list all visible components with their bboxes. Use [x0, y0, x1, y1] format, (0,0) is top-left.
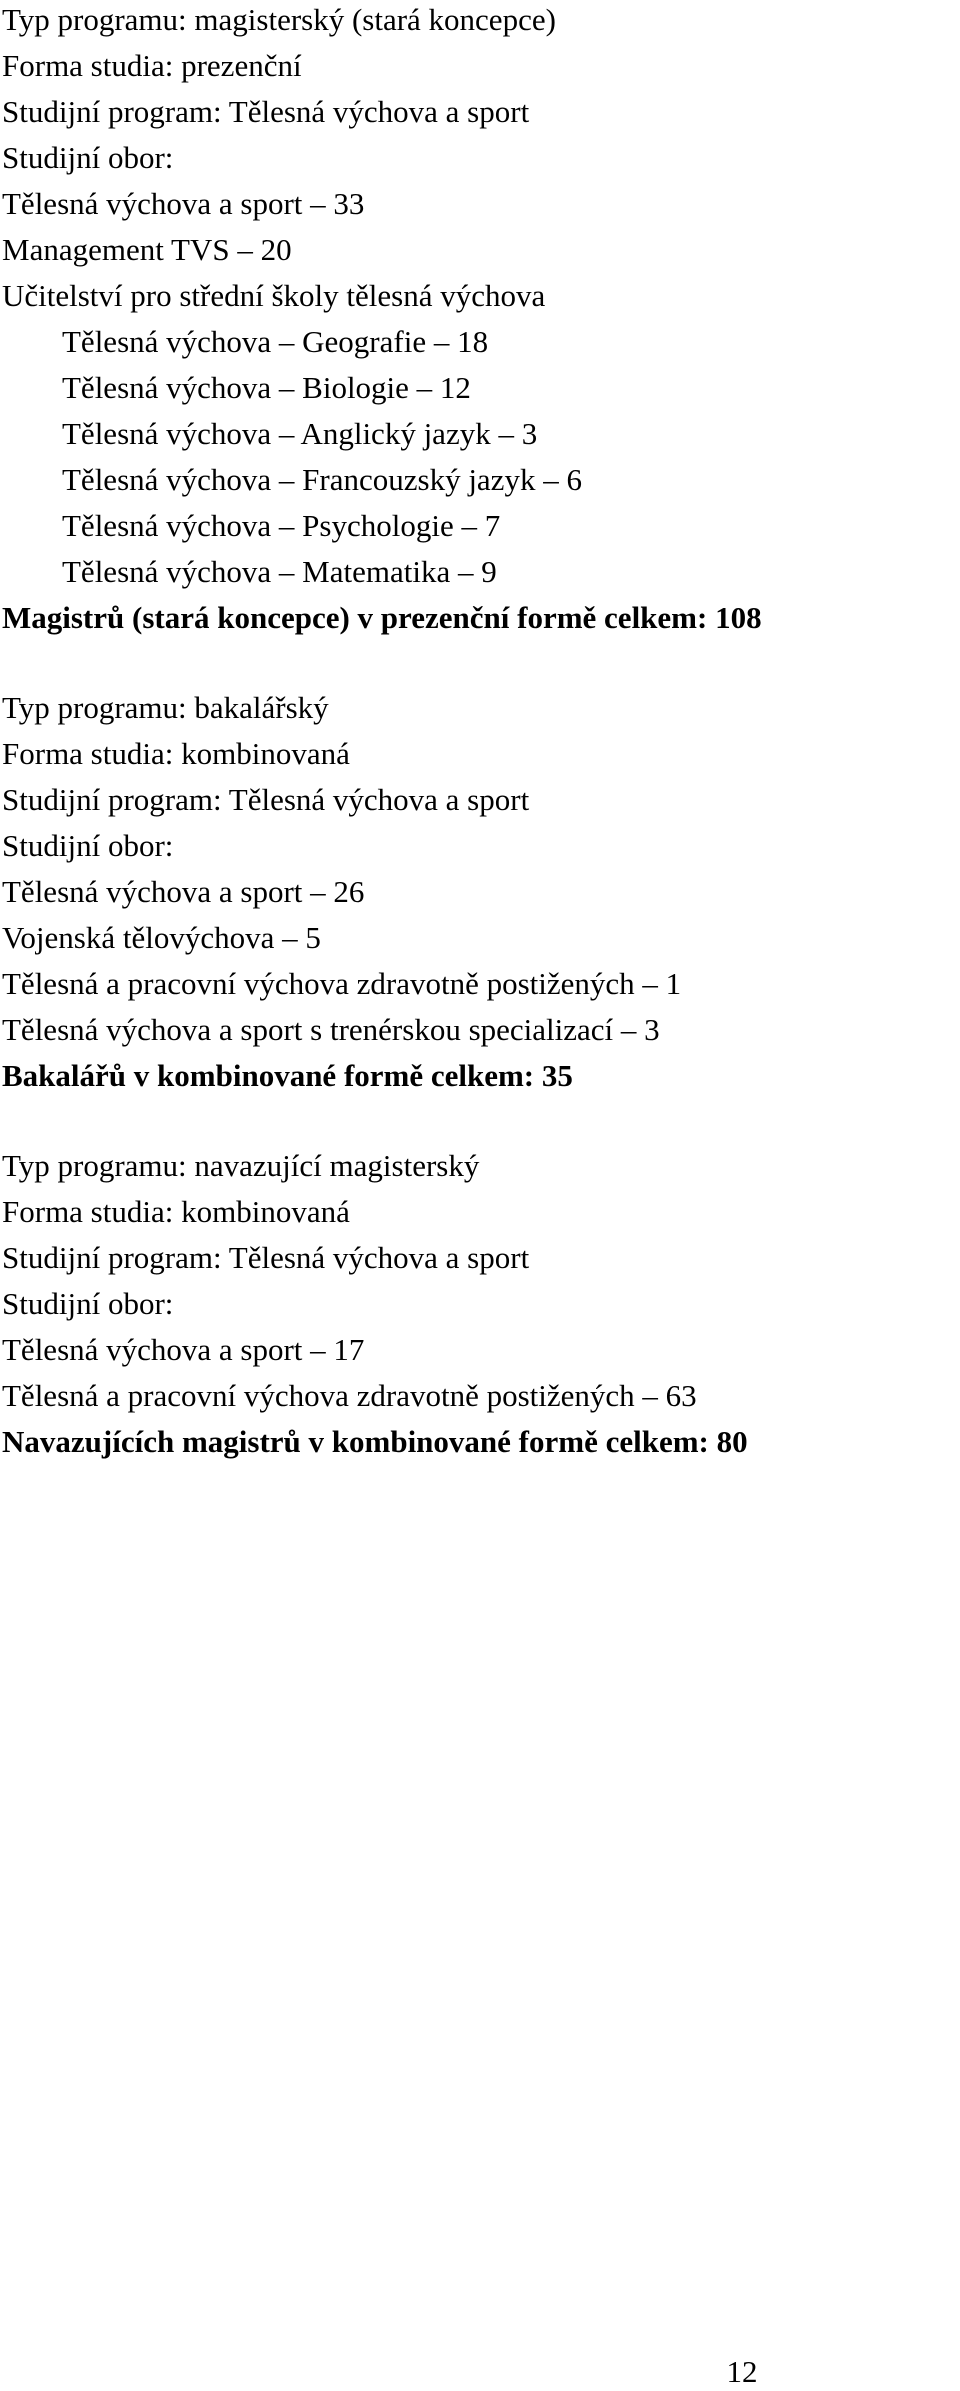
- study-program: Studijní program: Tělesná výchova a sport: [2, 1240, 530, 1275]
- field-label: Studijní obor:: [2, 1286, 174, 1321]
- field-item: Tělesná výchova a sport – 33: [2, 186, 365, 221]
- section-total: Magistrů (stará koncepce) v prezenční formě celkem: 108: [2, 600, 762, 635]
- study-program: Studijní program: Tělesná výchova a sport: [2, 94, 530, 129]
- study-form: Forma studia: prezenční: [2, 48, 302, 83]
- study-form: Forma studia: kombinovaná: [2, 1194, 350, 1229]
- field-item: Tělesná a pracovní výchova zdravotně postižených – 63: [2, 1378, 697, 1413]
- program-type: Typ programu: bakalářský: [2, 690, 329, 725]
- subfield-item: Tělesná výchova – Matematika – 9: [62, 554, 497, 589]
- field-item: Učitelství pro střední školy tělesná výchova: [2, 278, 546, 313]
- subfield-item: Tělesná výchova – Francouzský jazyk – 6: [62, 462, 582, 497]
- subfield-item: Tělesná výchova – Geografie – 18: [62, 324, 489, 359]
- section-total: Navazujících magistrů v kombinované formě celkem: 80: [2, 1424, 748, 1459]
- study-program: Studijní program: Tělesná výchova a sport: [2, 782, 530, 817]
- field-item: Vojenská tělovýchova – 5: [2, 920, 321, 955]
- program-type: Typ programu: magisterský (stará koncepce): [2, 2, 556, 37]
- field-item: Tělesná výchova a sport s trenérskou specializací – 3: [2, 1012, 660, 1047]
- field-item: Tělesná výchova a sport – 26: [2, 874, 365, 909]
- field-label: Studijní obor:: [2, 140, 174, 175]
- field-item: Tělesná výchova a sport – 17: [2, 1332, 365, 1367]
- page-number: 12: [726, 2354, 758, 2389]
- study-form: Forma studia: kombinovaná: [2, 736, 350, 771]
- field-item: Tělesná a pracovní výchova zdravotně postižených – 1: [2, 966, 682, 1001]
- subfield-item: Tělesná výchova – Anglický jazyk – 3: [62, 416, 538, 451]
- field-item: Management TVS – 20: [2, 232, 292, 267]
- subfield-item: Tělesná výchova – Psychologie – 7: [62, 508, 501, 543]
- field-label: Studijní obor:: [2, 828, 174, 863]
- program-type: Typ programu: navazující magisterský: [2, 1148, 480, 1183]
- subfield-item: Tělesná výchova – Biologie – 12: [62, 370, 471, 405]
- section-total: Bakalářů v kombinované formě celkem: 35: [2, 1058, 573, 1093]
